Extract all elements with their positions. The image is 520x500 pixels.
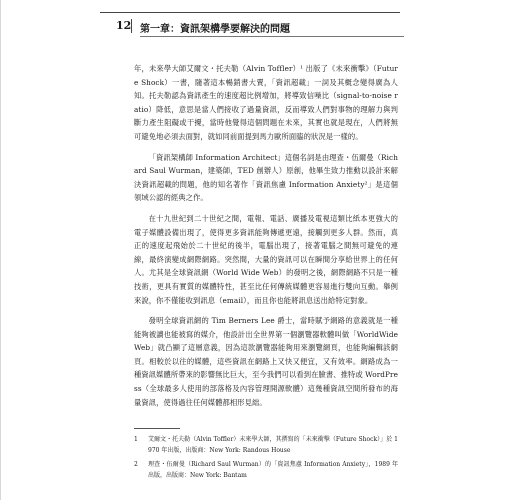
footnotes [134,428,398,484]
paragraph: 發明全球資訊網的 Tim Berners Lee 爵士，當時賦予網路的意義就是一種能夠被讀也能被寫的媒介，他設計出全世界第一個瀏覽器軟體叫做「WorldWideWeb」就凸顯了這層意義，因為這款瀏覽器能夠用來瀏覽網頁，也能夠編輯該網頁。相較於以往的媒體，這些資訊在網路上又快又便宜，又有效率。網路成為一種資訊媒體所帶來的影響無比巨大，至今我們可以看到在臉書、推特或 WordPress（全球最多人使用的部落格及內容管理開源軟體）這幾種資訊空間所發布的海量資訊，使得過往任何媒體都相形見絀。 [134,316,398,407]
page-edge-line [0,0,1,500]
chapter-title: 第一章：資訊架構學要解決的問題 [140,24,290,35]
paragraph: 在十九世紀到二十世紀之間，電報、電話、廣播及電視這類比紙本更強大的電子媒體設備出現了，使得更多資訊能夠傳遞更遠，接觸到更多人群。然而，真正的速度起飛始於二十世紀的後半，電腦出現了，接著電腦之間無可避免的連線，最終演變成網際網路。突然間，大量的資訊可以在瞬間分享給世界上的任何人。尤其是全球資訊網（World Wide Web）的發明之後，網際網路不只是一種技術，更具有實質的媒體特性，甚至比任何傳統媒體更容易進行雙向互動。舉例來說，你不僅能收到訊息（email），而且你也能將訊息送出給特定對象。 [134,213,398,305]
header-top-rule [100,12,400,13]
running-header [0,12,520,36]
footnote-text: 理查・伍爾曼（Richard Saul Wurman）的「資訊焦慮 Information Anxiety」，1989 年出版，出版商：New York: Bantam [148,461,398,479]
paragraph: 「資訊架構師 Information Architect」這個名詞是由理查・伍爾曼（Richard Saul Wurman，建築師，TED 創辦人）原創，他畢生致力推動以設計來解決資訊超載的問題，他的知名著作「資訊焦慮 Information Anxiety²」是這個領域公認的經典之作。 [134,152,398,203]
footnote-number: 1 [134,436,138,443]
header-bottom-rule [140,36,404,37]
footnote-text: 艾爾文・托夫勒（Alvin Toffler）未來學大師，其撰寫的「未來衝擊（Future Shock）」於 1970 年出版，出版商：New York: Randous House [148,436,398,454]
footnote [134,459,398,481]
footnote-number: 2 [134,461,138,468]
footnote [134,434,398,456]
header-separator [131,19,132,33]
paragraph: 年，未來學大師艾爾文・托夫勒（Alvin Toffler）¹ 出版了《未來衝擊》（Future Shock）一書，隨著這本暢銷書大賣，「資訊超載」一詞及其概念變得廣為人知。托夫勒認為資訊產生的速度超比例增加，將導致信噪比（signal-to-noise ratio）降低，意思是當人們接收了過量資訊，反而導致人們對事物的理解力與判斷力產生阻礙或干擾，當時他覺得這個問題在未來，其實也就是現在，人們將無可避免地必須去面對，就如同前面提到馬力歐所面臨的狀況是一樣的。 [134,64,398,141]
body-text [134,62,398,416]
page-number: 12 [116,19,132,32]
footnote-rule [134,428,180,429]
